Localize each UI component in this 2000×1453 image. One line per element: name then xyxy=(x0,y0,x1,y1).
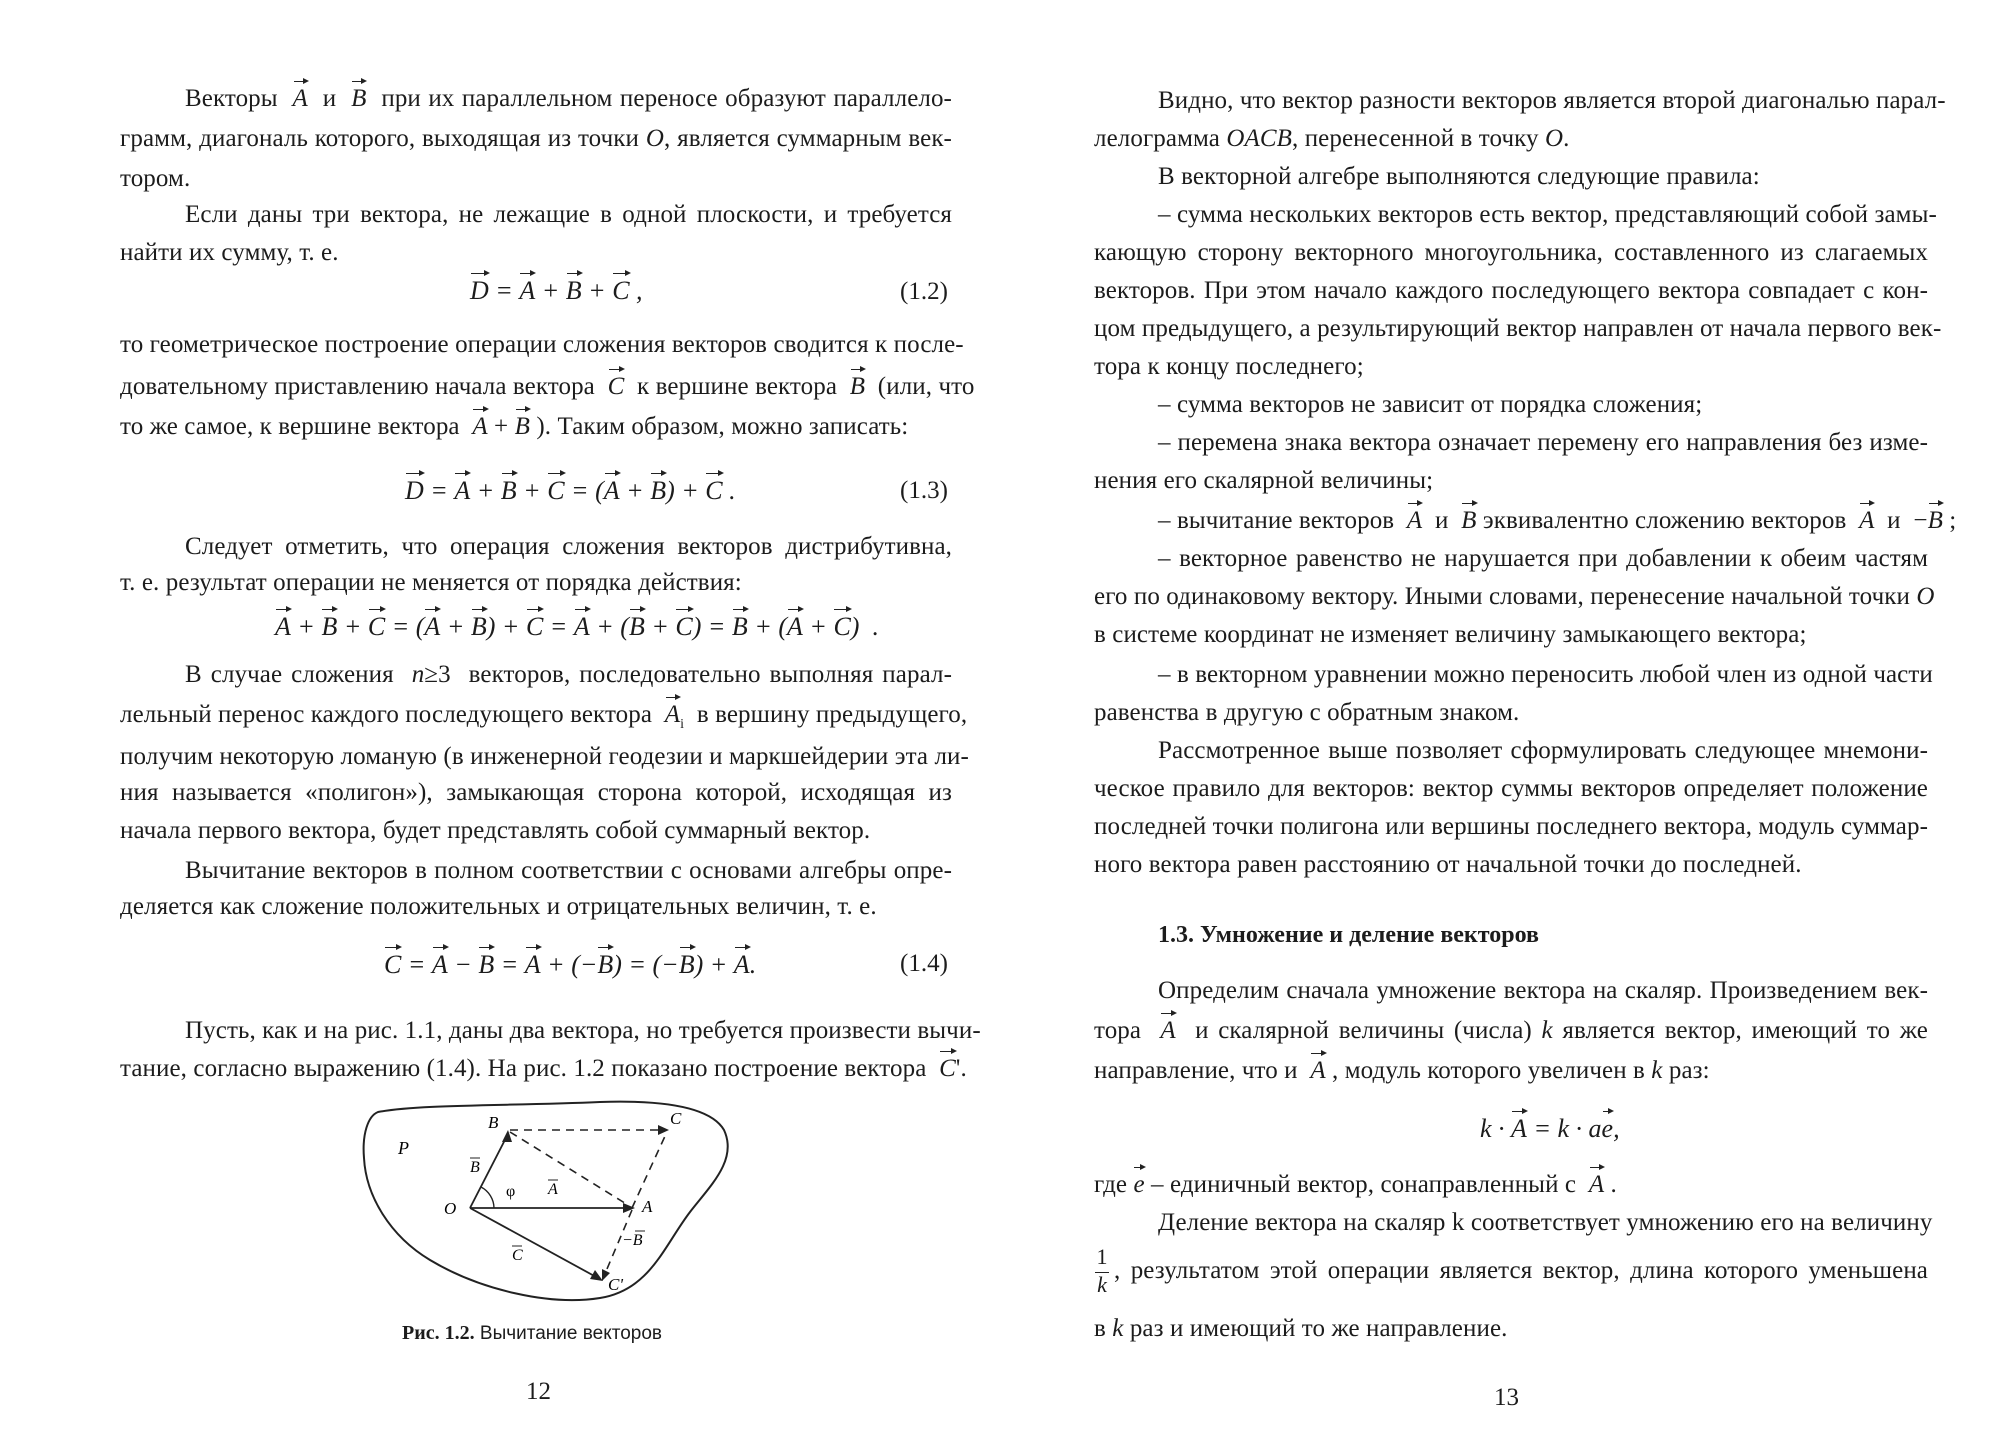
text-line: найти их сумму, т. е. xyxy=(120,239,339,266)
angle-arc xyxy=(481,1187,494,1208)
text-line: в системе координат не изменяет величину замыкающего вектора; xyxy=(1094,621,1807,648)
vector-C-line xyxy=(470,1208,598,1278)
text-line: Деление вектора на скаляр k соответствует умножению его на величину xyxy=(1158,1209,1933,1236)
text-line: Векторы A и B при их параллельном переносе образуют параллело- xyxy=(185,85,952,112)
equation-number: (1.4) xyxy=(900,950,948,977)
text-line: В векторной алгебре выполняются следующие правила: xyxy=(1158,163,1760,190)
page-number: 13 xyxy=(1494,1384,1519,1411)
text-line: деляется как сложение положительных и отрицательных величин, т. е. xyxy=(120,893,877,920)
text-line: ного вектора равен расстоянию от начальной точки до последней. xyxy=(1094,851,1802,878)
text-line: ния называется «полигон»), замыкающая сторона которой, исходящая из xyxy=(120,779,952,806)
text-line: Следует отметить, что операция сложения векторов дистрибутивна, xyxy=(185,533,952,560)
text-line: тора к концу последнего; xyxy=(1094,353,1364,380)
text-line: т. е. результат операции не меняется от порядка действия: xyxy=(120,569,742,596)
text-line: Определим сначала умножение вектора на скаляр. Произведением век- xyxy=(1158,977,1928,1004)
text-line: кающую сторону векторного многоугольника, составленного из слагаемых xyxy=(1094,239,1928,266)
equation-number: (1.2) xyxy=(900,278,948,305)
text-line: Вычитание векторов в полном соответствии с основами алгебры опре- xyxy=(185,857,952,884)
text-line: грамм, диагональ которого, выходящая из точки O, является суммарным век- xyxy=(120,125,952,152)
text-line: лельный перенос каждого последующего вектора $A_i$ в вершину предыдущего, xyxy=(120,701,968,732)
label-minusB: −B xyxy=(622,1232,643,1249)
text-line: нения его скалярной величины; xyxy=(1094,467,1434,494)
text-line: то геометрическое построение операции сложения векторов сводится к после- xyxy=(120,331,964,358)
vector-C-arrowhead xyxy=(590,1270,603,1281)
dashed-B-A xyxy=(510,1132,628,1205)
dashed-B-C-arrowhead xyxy=(658,1125,669,1135)
text-line: цом предыдущего, а результирующий вектор направлен от начала первого век- xyxy=(1094,315,1942,342)
text-line: , результатом этой операции является вектор, длина которого уменьшена xyxy=(1114,1257,1928,1284)
text-line: – вычитание векторов A и B эквивалентно сложению векторов A и −B ; xyxy=(1158,507,1957,534)
text-line: получим некоторую ломаную (в инженерной геодезии и маркшейдерии эта ли- xyxy=(120,743,969,770)
text-line: векторов. При этом начало каждого последующего вектора совпадает с кон- xyxy=(1094,277,1928,304)
fraction-denominator: k xyxy=(1097,1272,1107,1297)
text-line: – сумма векторов не зависит от порядка сложения; xyxy=(1158,391,1703,418)
text-line: – векторное равенство не нарушается при добавлении к обеим частям xyxy=(1158,545,1928,572)
label-phi: φ xyxy=(506,1183,516,1200)
text-line: В случае сложения n≥3 векторов, последовательно выполняя парал- xyxy=(185,661,952,688)
label-O: O xyxy=(444,1199,457,1218)
text-line: Рассмотренное выше позволяет сформулировать следующее мнемони- xyxy=(1158,737,1928,764)
text-line: последней точки полигона или вершины последнего вектора, модуль суммар- xyxy=(1094,813,1928,840)
text-line: довательному приставлению начала вектора C к вершине вектора B (или, что xyxy=(120,373,975,400)
text-line: то же самое, к вершине вектора A + B ). Таким образом, можно записать: xyxy=(120,413,909,440)
figure-vector-subtraction xyxy=(360,1100,740,1312)
text-line: тание, согласно выражению (1.4). На рис. 1.2 показано построение вектора C'. xyxy=(120,1055,967,1082)
text-line: – перемена знака вектора означает перемену его направления без изме- xyxy=(1158,429,1928,456)
text-line: начала первого вектора, будет представлять собой суммарный вектор. xyxy=(120,817,871,844)
fraction-numerator: 1 xyxy=(1096,1244,1108,1269)
label-C: C xyxy=(670,1109,682,1128)
label-vecB: B xyxy=(470,1159,480,1176)
formula-1-2: D = A + B + C , xyxy=(470,276,643,305)
text-line: – в векторном уравнении можно переносить любой член из одной части xyxy=(1158,661,1933,688)
text-line: где e – единичный вектор, сонаправленный с A . xyxy=(1094,1171,1617,1198)
text-line: его по одинаковому вектору. Иными словами, перенесение начальной точки O xyxy=(1094,583,1935,610)
caption-text: Вычитание векторов xyxy=(474,1323,663,1344)
text-line: направление, что и A , модуль которого увеличен в k раз: xyxy=(1094,1057,1710,1084)
formula-1-4: C = A − B = A + (−B) = (−B) + A. xyxy=(384,950,757,979)
text-line: лелограмма OACB, перенесенной в точку O. xyxy=(1094,125,1570,152)
text-line: Если даны три вектора, не лежащие в одной плоскости, и требуется xyxy=(185,201,952,228)
plane-outline xyxy=(364,1102,728,1300)
text-line: тором. xyxy=(120,165,191,192)
formula-k-times-A: k · A = k · ae, xyxy=(1480,1114,1620,1143)
label-Cprime: C' xyxy=(608,1275,623,1294)
text-line: равенства в другую с обратным знаком. xyxy=(1094,699,1520,726)
equation-number: (1.3) xyxy=(900,477,948,504)
text-line: тора A и скалярной величины (числа) k является вектор, имеющий то же xyxy=(1094,1017,1928,1044)
text-line: Видно, что вектор разности векторов является второй диагональю парал- xyxy=(1158,87,1946,114)
label-vecC: C xyxy=(512,1247,523,1264)
text-line: в k раз и имеющий то же направление. xyxy=(1094,1315,1508,1342)
formula-distributive: A + B + C = (A + B) + C = A + (B + C) = B + (A + C) . xyxy=(275,612,879,641)
caption-label: Рис. 1.2. xyxy=(402,1322,475,1344)
right-page xyxy=(1000,0,2000,1453)
label-B: B xyxy=(488,1113,499,1132)
formula-1-3: D = A + B + C = (A + B) + C . xyxy=(405,476,736,505)
text-line: ческое правило для векторов: вектор суммы векторов определяет положение xyxy=(1094,775,1928,802)
figure-caption xyxy=(402,1322,662,1345)
label-P: P xyxy=(398,1138,409,1158)
page-number: 12 xyxy=(526,1378,551,1405)
text-line: Пусть, как и на рис. 1.1, даны два вектора, но требуется произвести вычи- xyxy=(185,1017,981,1044)
section-heading: 1.3. Умножение и деление векторов xyxy=(1158,922,1539,948)
label-vecA: A xyxy=(548,1181,558,1198)
label-A: A xyxy=(642,1197,653,1216)
text-line: – сумма нескольких векторов есть вектор, представляющий собой замы- xyxy=(1158,201,1937,228)
